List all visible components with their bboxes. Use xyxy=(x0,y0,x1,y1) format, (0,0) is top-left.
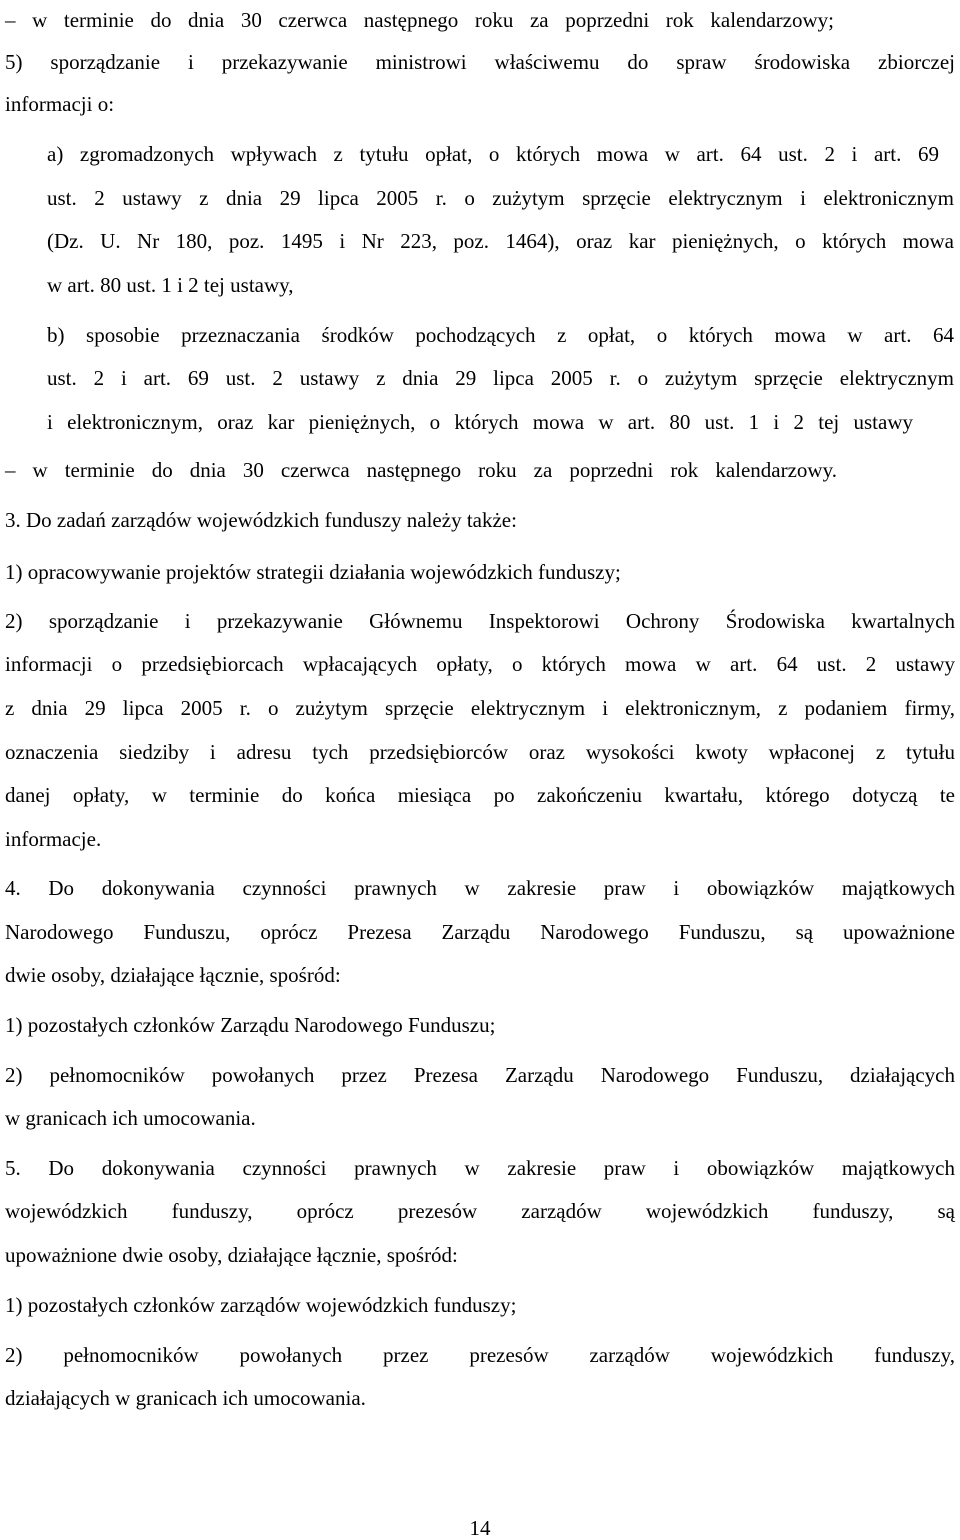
text-line: oznaczenia siedziby i adresu tych przedsiębiorców oraz wysokości kwoty wpłaconej z tytułu xyxy=(5,740,955,764)
text-line: (Dz. U. Nr 180, poz. 1495 i Nr 223, poz. 1464), oraz kar pieniężnych, o których mowa xyxy=(47,229,954,253)
text-line: 1) opracowywanie projektów strategii działania wojewódzkich funduszy; xyxy=(5,560,621,584)
text-line: informacji o przedsiębiorcach wpłacających opłaty, o których mowa w art. 64 ust. 2 ustawy xyxy=(5,652,955,676)
text-line: ust. 2 ustawy z dnia 29 lipca 2005 r. o zużytym sprzęcie elektrycznym i elektronicznym xyxy=(47,186,954,210)
text-line: informacji o: xyxy=(5,92,115,116)
text-line: 4. Do dokonywania czynności prawnych w zakresie praw i obowiązków majątkowych xyxy=(5,876,955,900)
text-line: informacje. xyxy=(5,827,102,851)
text-line: upoważnione dwie osoby, działające łącznie, spośród: xyxy=(5,1243,458,1267)
text-line: – w terminie do dnia 30 czerwca następnego roku za poprzedni rok kalendarzowy. xyxy=(5,458,837,482)
text-line: 1) pozostałych członków zarządów wojewódzkich funduszy; xyxy=(5,1293,517,1317)
text-line: 1) pozostałych członków Zarządu Narodowego Funduszu; xyxy=(5,1013,496,1037)
text-line: w art. 80 ust. 1 i 2 tej ustawy, xyxy=(47,273,294,297)
text-line: Narodowego Funduszu, oprócz Prezesa Zarządu Narodowego Funduszu, są upoważnione xyxy=(5,920,955,944)
text-line: 5) sporządzanie i przekazywanie ministrowi właściwemu do spraw środowiska zbiorczej xyxy=(5,50,955,74)
text-line: i elektronicznym, oraz kar pieniężnych, o których mowa w art. 80 ust. 1 i 2 tej ustawy xyxy=(47,410,913,434)
text-line: w granicach ich umocowania. xyxy=(5,1106,256,1130)
text-line: 2) pełnomocników powołanych przez prezesów zarządów wojewódzkich funduszy, xyxy=(5,1343,955,1367)
text-line: – w terminie do dnia 30 czerwca następnego roku za poprzedni rok kalendarzowy; xyxy=(5,8,834,32)
text-line: 5. Do dokonywania czynności prawnych w zakresie praw i obowiązków majątkowych xyxy=(5,1156,955,1180)
text-line: wojewódzkich funduszy, oprócz prezesów zarządów wojewódzkich funduszy, są xyxy=(5,1199,955,1223)
page-number: 14 xyxy=(469,1516,491,1540)
text-line: 2) pełnomocników powołanych przez Prezesa Zarządu Narodowego Funduszu, działających xyxy=(5,1063,955,1087)
text-line: z dnia 29 lipca 2005 r. o zużytym sprzęcie elektrycznym i elektronicznym, z podaniem firmy, xyxy=(5,696,955,720)
text-line: 2) sporządzanie i przekazywanie Głównemu Inspektorowi Ochrony Środowiska kwartalnych xyxy=(5,609,955,633)
text-line: a) zgromadzonych wpływach z tytułu opłat, o których mowa w art. 64 ust. 2 i art. 69 xyxy=(47,142,939,166)
text-line: b) sposobie przeznaczania środków pochodzących z opłat, o których mowa w art. 64 xyxy=(47,323,954,347)
text-line: danej opłaty, w terminie do końca miesiąca po zakończeniu kwartału, którego dotyczą te xyxy=(5,783,955,807)
text-line: działających w granicach ich umocowania. xyxy=(5,1386,366,1410)
text-line: 3. Do zadań zarządów wojewódzkich funduszy należy także: xyxy=(5,508,517,532)
text-line: ust. 2 i art. 69 ust. 2 ustawy z dnia 29 lipca 2005 r. o zużytym sprzęcie elektrycznym xyxy=(47,366,954,390)
text-line: dwie osoby, działające łącznie, spośród: xyxy=(5,963,341,987)
